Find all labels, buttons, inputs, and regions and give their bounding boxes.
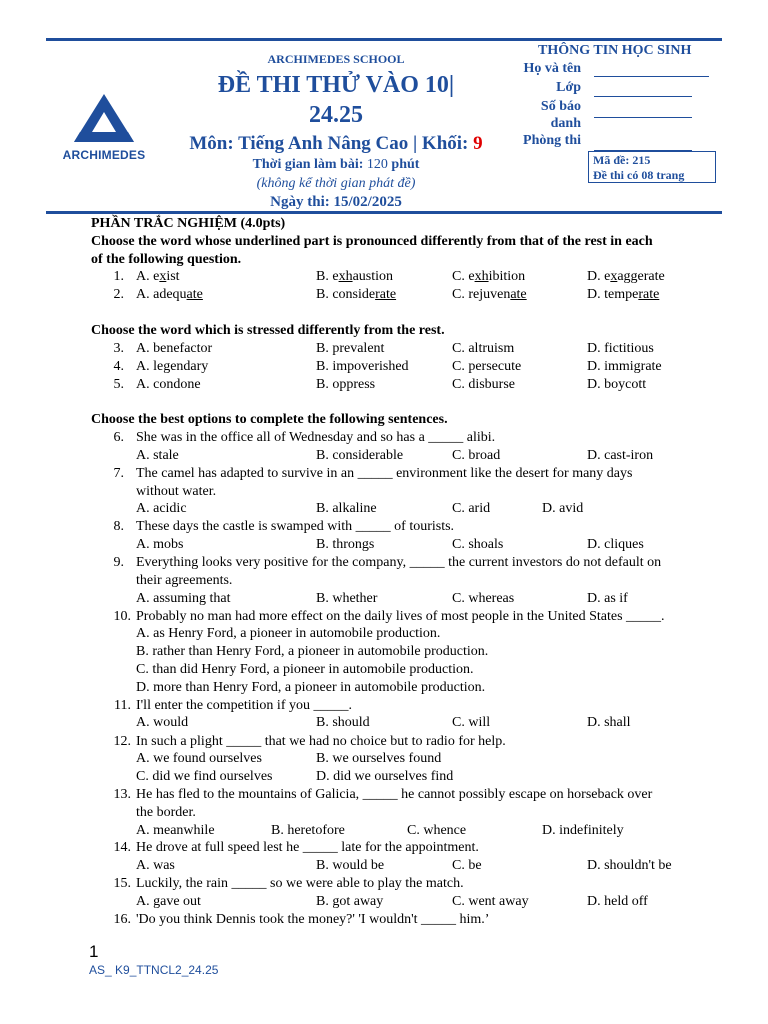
option-a[interactable]: A. as Henry Ford, a pioneer in automobile production. (136, 626, 441, 641)
option-b[interactable]: B. exhaustion (316, 269, 394, 284)
option-a[interactable]: A. exist (136, 269, 180, 284)
option-a[interactable]: A. gave out (136, 894, 201, 909)
question-number: 11. (114, 698, 131, 713)
instruction-pronunciation-cont: of the following question. (91, 252, 242, 267)
duration-note: (không kể thời gian phát đề) (256, 176, 416, 191)
option-d[interactable]: D. more than Henry Ford, a pioneer in automobile production. (136, 680, 486, 695)
exam-date: Ngày thi: 15/02/2025 (270, 194, 402, 210)
option-c[interactable]: C. disburse (452, 377, 515, 392)
option-a[interactable]: A. legendary (136, 359, 209, 374)
room-field[interactable] (594, 136, 692, 151)
option-d[interactable]: D. as if (587, 591, 628, 606)
question-stem: He drove at full speed lest he _____ late for the appointment. (136, 840, 479, 855)
option-d[interactable]: D. shouldn't be (587, 858, 672, 873)
option-a[interactable]: A. condone (136, 377, 201, 392)
option-d[interactable]: D. did we ourselves find (316, 769, 454, 784)
option-c[interactable]: C. whence (407, 823, 467, 838)
option-d[interactable]: D. temperate (587, 287, 660, 302)
exam-code: Mã đề: 215 (593, 153, 651, 167)
option-d[interactable]: D. fictitious (587, 341, 654, 356)
option-c[interactable]: C. did we find ourselves (136, 769, 273, 784)
option-d[interactable]: D. indefinitely (542, 823, 624, 838)
option-c[interactable]: C. persecute (452, 359, 522, 374)
option-b[interactable]: B. considerate (316, 287, 397, 302)
question-number: 13. (113, 787, 131, 802)
instruction-pronunciation: Choose the word whose underlined part is pronounced differently from that of the rest in each (91, 234, 653, 249)
option-a[interactable]: A. assuming that (136, 591, 231, 606)
option-a[interactable]: A. was (136, 858, 175, 873)
question-stem: She was in the office all of Wednesday and so has a _____ alibi. (136, 430, 496, 445)
option-c[interactable]: C. rejuvenate (452, 287, 527, 302)
question-stem: I'll enter the competition if you _____. (136, 698, 352, 713)
exam-subject: Môn: Tiếng Anh Nâng Cao | Khối: 9 (189, 133, 483, 154)
option-c[interactable]: C. arid (452, 501, 491, 516)
option-a[interactable]: A. we found ourselves (136, 751, 262, 766)
question-stem-cont: the border. (136, 805, 196, 820)
question-stem: Luckily, the rain _____ so we were able to play the match. (136, 876, 464, 891)
name-label: Họ và tên (523, 61, 581, 76)
question-stem: He has fled to the mountains of Galicia, _____ he cannot possibly escape on horseback over (136, 787, 653, 802)
option-d[interactable]: D. shall (587, 715, 631, 730)
option-b[interactable]: B. we ourselves found (316, 751, 442, 766)
header-top-rule (46, 38, 722, 41)
option-a[interactable]: A. mobs (136, 537, 184, 552)
section-title: PHẦN TRẮC NGHIỆM (4.0pts) (91, 216, 286, 231)
question-stem: These days the castle is swamped with _____ of tourists. (136, 519, 455, 534)
question-number: 8. (113, 519, 124, 534)
option-a[interactable]: A. would (136, 715, 189, 730)
option-d[interactable]: D. held off (587, 894, 648, 909)
option-b[interactable]: B. oppress (316, 377, 376, 392)
option-d[interactable]: D. immigrate (587, 359, 662, 374)
option-d[interactable]: D. cliques (587, 537, 644, 552)
question-number: 2. (113, 287, 124, 302)
option-b[interactable]: B. got away (316, 894, 384, 909)
option-b[interactable]: B. impoverished (316, 359, 409, 374)
question-number: 5. (113, 377, 124, 392)
option-b[interactable]: B. should (316, 715, 370, 730)
option-c[interactable]: C. exhibition (452, 269, 526, 284)
exam-duration: Thời gian làm bài: 120 phút (252, 157, 420, 172)
question-number: 10. (113, 609, 131, 624)
question-number: 9. (113, 555, 124, 570)
question-stem-cont: without water. (136, 484, 217, 499)
option-a[interactable]: A. stale (136, 448, 179, 463)
room-label: Phòng thi (523, 133, 581, 148)
question-stem: 'Do you think Dennis took the money?' 'I wouldn't _____ him.’ (136, 912, 490, 927)
question-number: 16. (113, 912, 131, 927)
question-number: 3. (113, 341, 124, 356)
option-c[interactable]: C. than did Henry Ford, a pioneer in automobile production. (136, 662, 474, 677)
option-b[interactable]: B. heretofore (271, 823, 345, 838)
page-count: Đề thi có 08 trang (593, 168, 685, 182)
question-number: 7. (113, 466, 124, 481)
question-stem: The camel has adapted to survive in an _____ environment like the desert for many days (136, 466, 633, 481)
question-stem: Probably no man had more effect on the daily lives of most people in the United States _____. (136, 609, 665, 624)
option-b[interactable]: B. throngs (316, 537, 375, 552)
option-a[interactable]: A. acidic (136, 501, 187, 516)
class-field[interactable] (594, 82, 692, 97)
option-a[interactable]: A. adequate (136, 287, 203, 302)
document-code: AS_ K9_TTNCL2_24.25 (89, 963, 219, 977)
candidate-number-field[interactable] (594, 103, 692, 118)
option-c[interactable]: C. whereas (452, 591, 515, 606)
header-bottom-rule (46, 211, 722, 214)
candidate-number-label-2: danh (550, 116, 581, 131)
instruction-stress: Choose the word which is stressed differently from the rest. (91, 323, 445, 338)
option-b[interactable]: B. would be (316, 858, 385, 873)
option-b[interactable]: B. rather than Henry Ford, a pioneer in automobile production. (136, 644, 489, 659)
school-name: ARCHIMEDES SCHOOL (267, 52, 405, 66)
option-c[interactable]: C. broad (452, 448, 501, 463)
option-d[interactable]: D. exaggerate (587, 269, 665, 284)
question-number: 4. (113, 359, 124, 374)
name-field[interactable] (594, 62, 709, 77)
option-c[interactable]: C. altruism (452, 341, 515, 356)
logo-wordmark: ARCHIMEDES (62, 148, 146, 162)
option-a[interactable]: A. benefactor (136, 341, 213, 356)
option-b[interactable]: B. alkaline (316, 501, 377, 516)
option-b[interactable]: B. whether (316, 591, 378, 606)
instruction-sentences: Choose the best options to complete the following sentences. (91, 412, 448, 427)
option-d[interactable]: D. avid (542, 501, 584, 516)
question-number: 1. (113, 269, 124, 284)
exam-title: ĐỀ THI THỬ VÀO 10| 24.25 (217, 72, 455, 128)
question-number: 14. (113, 840, 131, 855)
student-info-title: THÔNG TIN HỌC SINH (538, 43, 692, 58)
question-number: 12. (113, 734, 131, 749)
question-stem: Everything looks very positive for the company, _____ the current investors do not default on (136, 555, 662, 570)
page-number: 1 (89, 942, 99, 961)
option-b[interactable]: B. prevalent (316, 341, 385, 356)
question-stem: In such a plight _____ that we had no choice but to radio for help. (136, 734, 506, 749)
option-c[interactable]: C. be (452, 858, 482, 873)
option-c[interactable]: C. shoals (452, 537, 504, 552)
option-d[interactable]: D. boycott (587, 377, 647, 392)
option-c[interactable]: C. went away (452, 894, 529, 909)
question-stem-cont: their agreements. (136, 573, 233, 588)
candidate-number-label: Số báo (540, 99, 581, 114)
question-number: 6. (113, 430, 124, 445)
option-a[interactable]: A. meanwhile (136, 823, 215, 838)
option-b[interactable]: B. considerable (316, 448, 404, 463)
question-number: 15. (113, 876, 131, 891)
class-label: Lớp (556, 80, 581, 95)
exam-code-box (588, 151, 716, 183)
option-d[interactable]: D. cast-iron (587, 448, 654, 463)
option-c[interactable]: C. will (452, 715, 491, 730)
